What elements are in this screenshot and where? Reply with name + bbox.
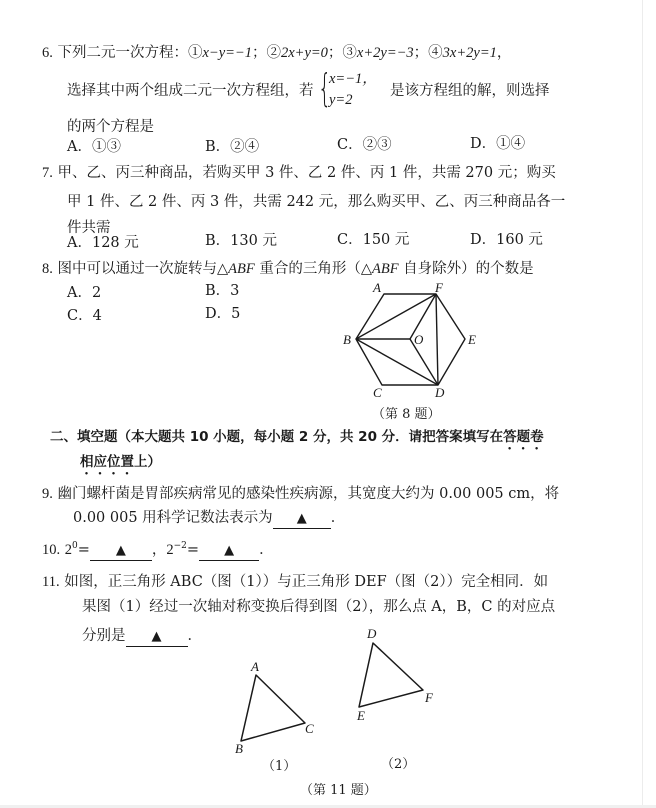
q8-line1: 8. 图中可以通过一次旋转与△ABF 重合的三角形（△ABF 自身除外）的个数是 <box>42 261 534 277</box>
q8-option-a: A．2 <box>67 285 102 301</box>
q6-option-c: C．②③ <box>337 137 392 153</box>
q10-line: 10. $2^0=$ ▲ ，$2^{-2}=$ ▲ ． <box>42 540 274 561</box>
q11-caption: （第 11 题） <box>300 783 377 798</box>
eq3-mark: ③ <box>342 45 357 61</box>
eq4: 3x+2y=1 <box>442 45 497 61</box>
system-brace: { <box>318 66 332 110</box>
point-c-label: C <box>373 385 382 400</box>
q11-line3: 分别是 ▲ ． <box>82 626 202 647</box>
eq1: x−y=−1 <box>202 45 252 61</box>
eq2: 2x+y=0 <box>280 45 328 61</box>
q9-number: 9. <box>42 486 53 502</box>
tri-point-d-label: D <box>367 626 377 641</box>
q8-caption: （第 8 题） <box>372 407 441 422</box>
q6-line2-suffix: 是该方程组的解，则选择 <box>390 83 550 99</box>
q6-line1 <box>42 43 511 63</box>
q9-line1: 9. 幽门螺杆菌是胃部疾病常见的感染性疾病源，其宽度大约为 0.00 005 cm，将 <box>42 486 560 502</box>
point-a-label: A <box>373 280 381 295</box>
q11-answer-blank[interactable]: ▲ <box>126 627 188 647</box>
tri-point-c-label: C <box>305 721 314 736</box>
section2-heading: 二、填空题（本大题共 10 小题，每小题 2 分，共 20 分．请把答案填写在答题卷 <box>50 429 544 445</box>
sep: ； <box>327 45 343 61</box>
q7-option-c: C．150 元 <box>337 232 410 248</box>
q7-line3: 件共需 <box>67 220 111 236</box>
q6-line2-prefix: 选择其中两个组成二元一次方程组，若 <box>67 83 314 99</box>
sep: ； <box>251 45 267 61</box>
fig2-label: （2） <box>381 757 416 772</box>
q7-option-b: B．130 元 <box>205 233 277 249</box>
q8-option-d: D．5 <box>205 306 241 322</box>
q7-option-a: A．128 元 <box>67 235 139 251</box>
q8-option-c: C．4 <box>67 308 102 324</box>
eq4-mark: ④ <box>428 45 443 61</box>
q10-number: 10. <box>42 542 61 558</box>
q11-line2: 果图（1）经过一次轴对称变换后得到图（2），那么点 A，B，C 的对应点 <box>82 599 556 615</box>
section2-heading-cont: 相应位置上） <box>80 454 161 470</box>
q6-option-a: A．①③ <box>67 139 121 155</box>
sep: ； <box>413 45 429 61</box>
system-top: x=−1， <box>329 71 377 87</box>
tri-point-f-label: F <box>425 690 433 705</box>
q6-prefix: 下列二元一次方程： <box>57 45 188 61</box>
tri-point-a-label: A <box>251 659 259 674</box>
end-comma: ， <box>496 45 512 61</box>
q6-option-b: B．②④ <box>205 139 260 155</box>
point-b-label: B <box>343 332 351 347</box>
point-e-label: E <box>468 332 476 347</box>
q9-answer-blank[interactable]: ▲ <box>273 509 331 529</box>
fig1-label: （1） <box>262 759 297 774</box>
q8-number: 8. <box>42 261 53 277</box>
q7-text1: 甲、乙、丙三种商品，若购买甲 3 件、乙 2 件、丙 1 件，共需 270 元；购买 <box>57 165 556 181</box>
point-o-label: O <box>414 332 424 347</box>
point-f-label: F <box>435 280 443 295</box>
page-edge <box>642 0 643 808</box>
eq3: x+2y=−3 <box>356 45 414 61</box>
eq2-mark: ② <box>266 45 281 61</box>
q7-line2: 甲 1 件、乙 2 件、丙 3 件，共需 242 元，那么购买甲、乙、丙三种商品各一 <box>67 194 566 210</box>
q11-number: 11. <box>42 574 60 590</box>
q6-line3: 的两个方程是 <box>67 119 154 135</box>
tri-point-e-label: E <box>357 708 365 723</box>
tri-point-b-label: B <box>235 741 243 756</box>
q6-number: 6. <box>42 45 53 61</box>
q7-line1 <box>42 163 556 183</box>
q7-number: 7. <box>42 165 53 181</box>
system-bottom: y=2 <box>329 92 353 108</box>
q7-option-d: D．160 元 <box>470 232 543 248</box>
point-d-label: D <box>435 385 445 400</box>
q6-option-d: D．①④ <box>470 136 526 152</box>
q8-option-b: B．3 <box>205 283 240 299</box>
q11-line1: 11. 如图，正三角形 ABC（图（1））与正三角形 DEF（图（2））完全相同．如 <box>42 574 549 590</box>
q10-answer-blank-2[interactable]: ▲ <box>199 541 259 561</box>
q9-line2: 0.00 005 用科学记数法表示为 ▲ ． <box>73 508 345 529</box>
q10-answer-blank-1[interactable]: ▲ <box>90 541 152 561</box>
eq1-mark: ① <box>187 45 203 61</box>
